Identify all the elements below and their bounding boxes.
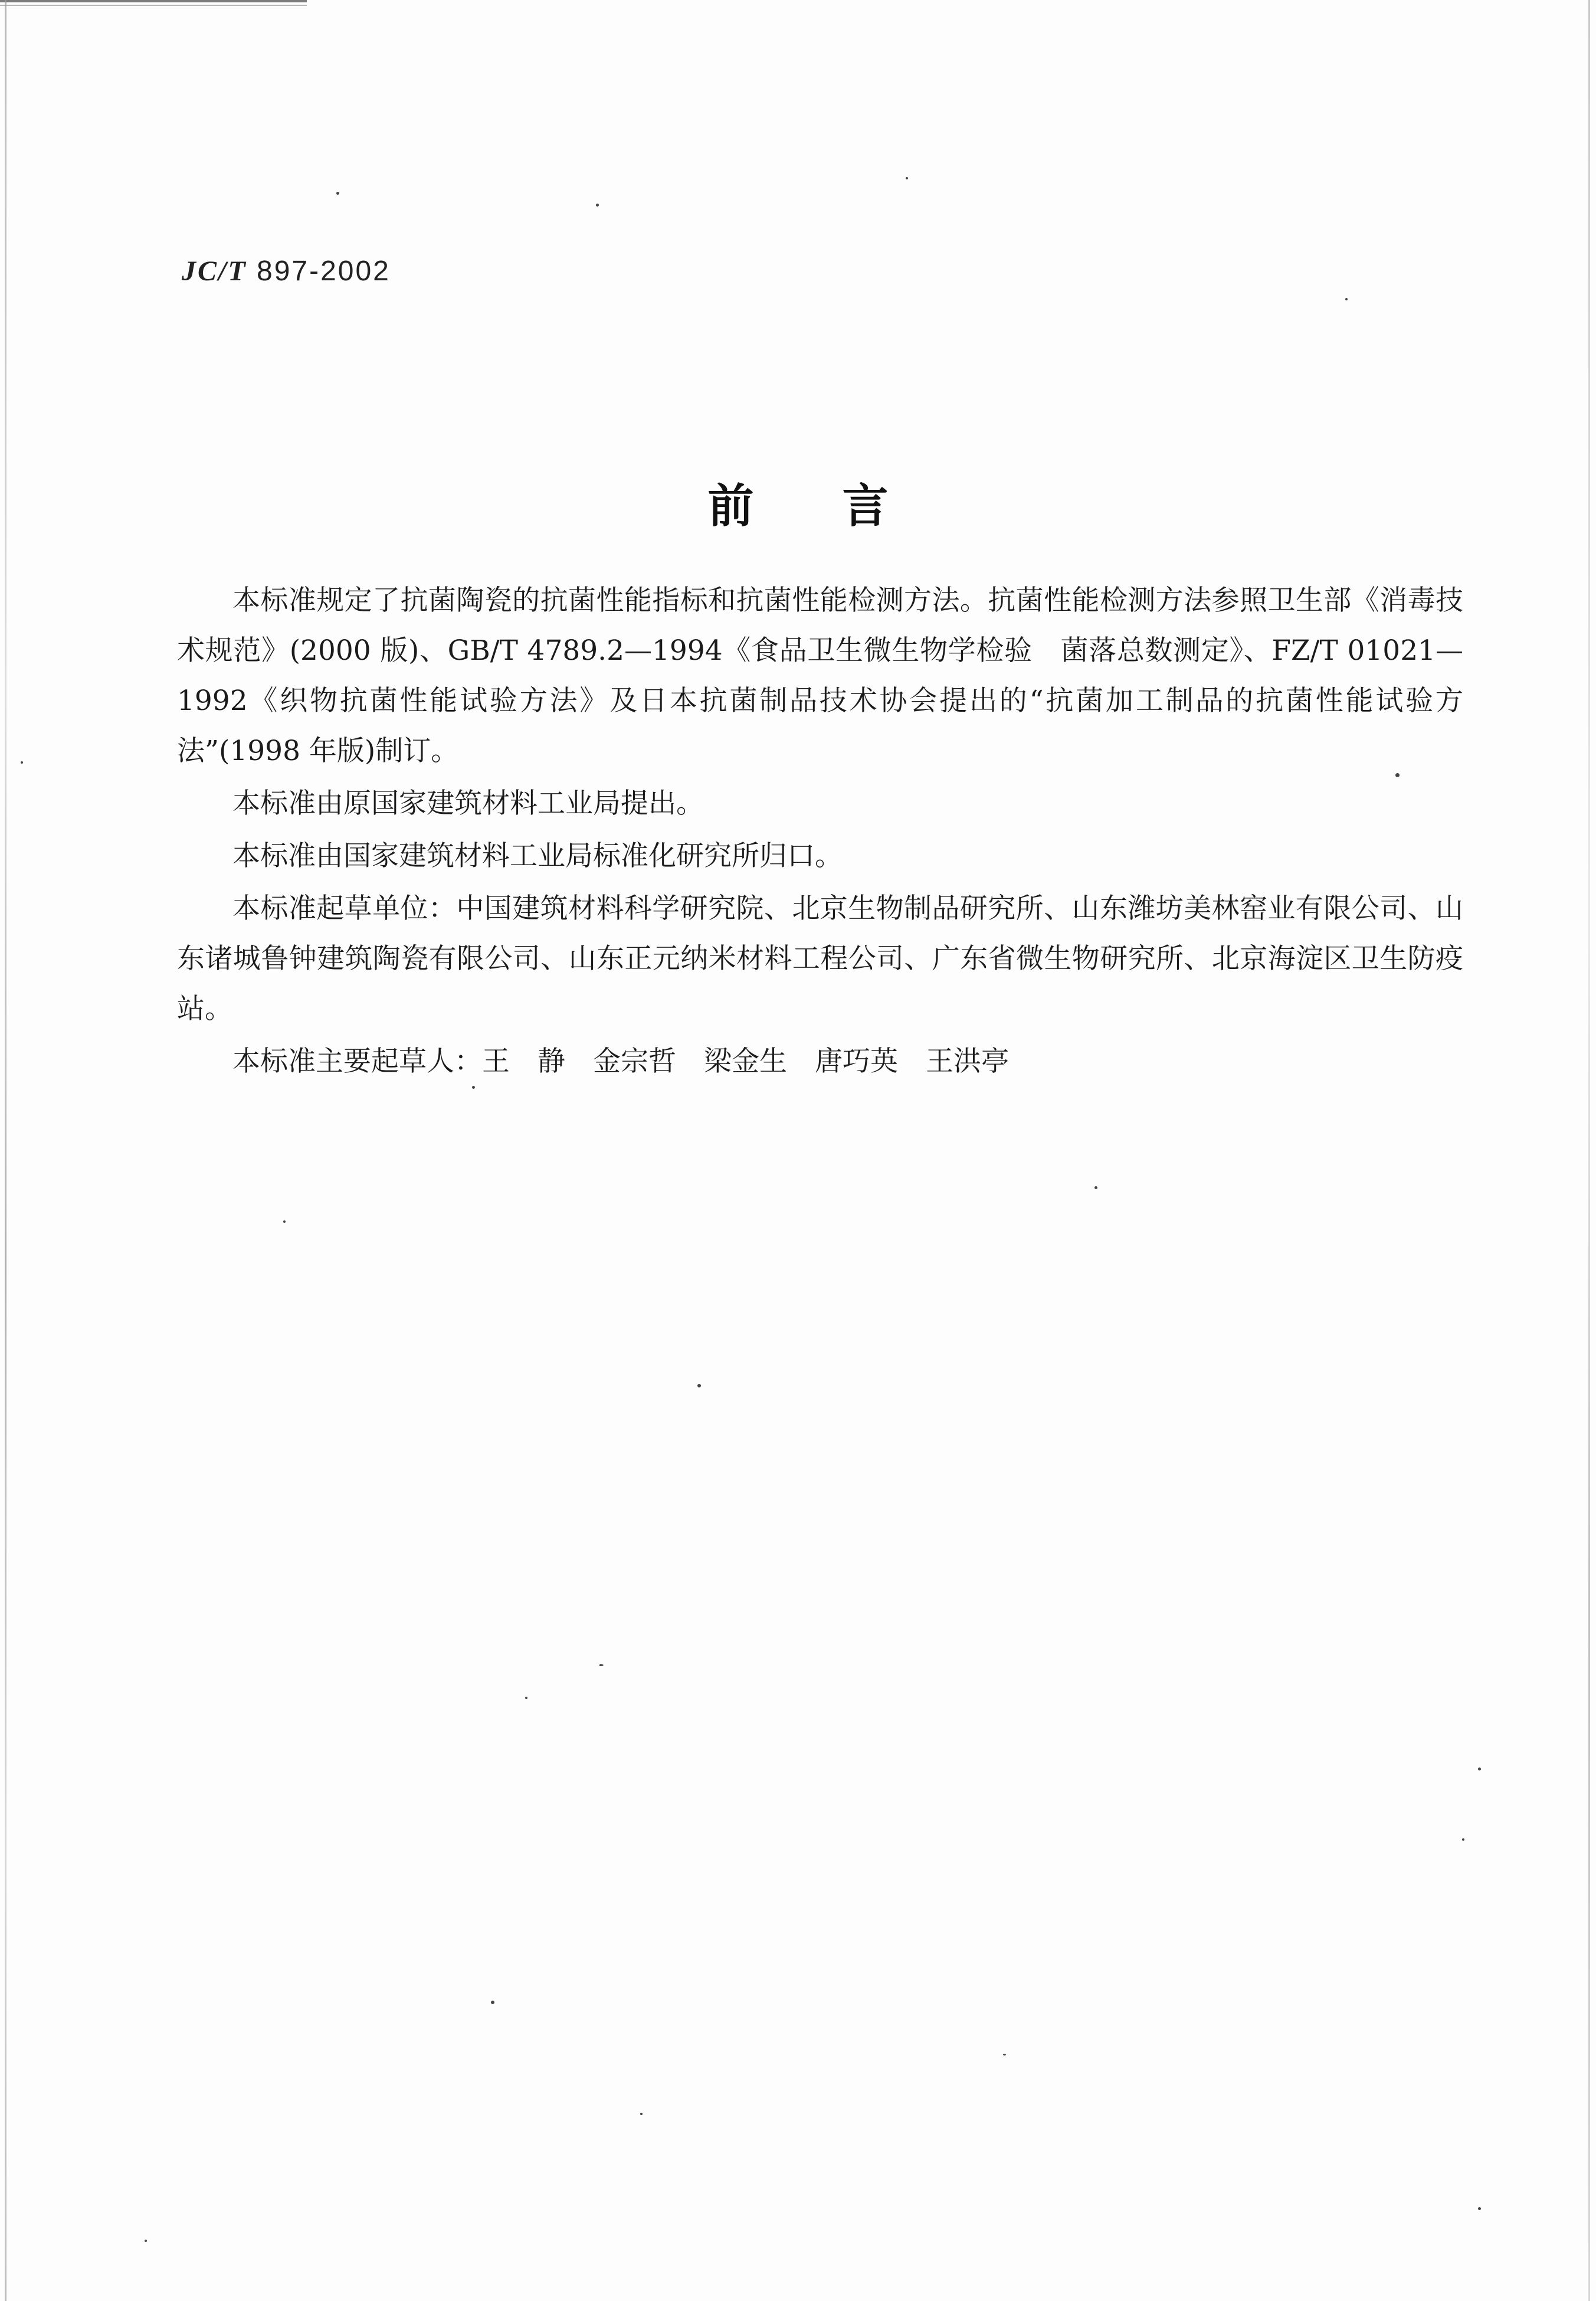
scan-speck (1395, 773, 1400, 777)
paragraph-managed-by: 本标准由国家建筑材料工业局标准化研究所归口。 (232, 840, 843, 872)
scan-speck (1003, 2054, 1006, 2055)
standard-code-number: 897-2002 (257, 256, 391, 287)
scan-speck (640, 2113, 643, 2115)
scan-border-left (5, 0, 6, 2301)
scan-speck (1478, 2207, 1481, 2210)
scan-border-top-inner (0, 5, 307, 6)
scan-speck (697, 1384, 701, 1387)
scan-speck (491, 2001, 494, 2004)
paragraph-drafting-units: 本标准起草单位：中国建筑材料科学研究院、北京生物制品研究所、山东潍坊美林窑业有限公司、山东诸城鲁钟建筑陶瓷有限公司、山东正元纳米材料工程公司、广东省微生物研究所、北京海淀区卫生防疫站。 (177, 892, 1463, 1025)
scan-border-top (0, 0, 307, 2)
scan-speck (472, 1086, 475, 1089)
scan-speck (1345, 298, 1348, 300)
scan-speck (599, 1664, 604, 1666)
standard-code-prefix: JC/T (182, 256, 247, 287)
scan-speck (1462, 1838, 1464, 1841)
scan-speck (596, 204, 599, 207)
scan-speck (525, 1697, 527, 1699)
page-title: 前言 (707, 479, 977, 533)
scan-speck (1094, 1186, 1097, 1189)
paragraph-drafters: 本标准主要起草人：王 静 金宗哲 梁金生 唐巧英 王洪亭 (232, 1045, 1009, 1078)
foreword-body (177, 575, 1463, 1086)
scan-speck (336, 192, 339, 195)
scan-speck (906, 177, 908, 179)
scan-speck (145, 2240, 147, 2242)
scan-border-right (1588, 0, 1590, 2301)
standard-code (182, 255, 391, 287)
scan-speck (283, 1220, 286, 1223)
paragraph-scope: 本标准规定了抗菌陶瓷的抗菌性能指标和抗菌性能检测方法。抗菌性能检测方法参照卫生部《消毒技术规范》(2000 版)、GB/T 4789.2—1994《食品卫生微生物学检验 菌落总数测定》、FZ/T 01021—1992《织物抗菌性能试验方法》及日本抗菌制品技术协会提出的“抗菌加工制品的抗菌性能试验方法”(1998 年版)制订。 (177, 584, 1463, 767)
paragraph-proposed-by: 本标准由原国家建筑材料工业局提出。 (232, 787, 704, 820)
scan-speck (1478, 1768, 1481, 1770)
scan-speck (21, 761, 23, 764)
